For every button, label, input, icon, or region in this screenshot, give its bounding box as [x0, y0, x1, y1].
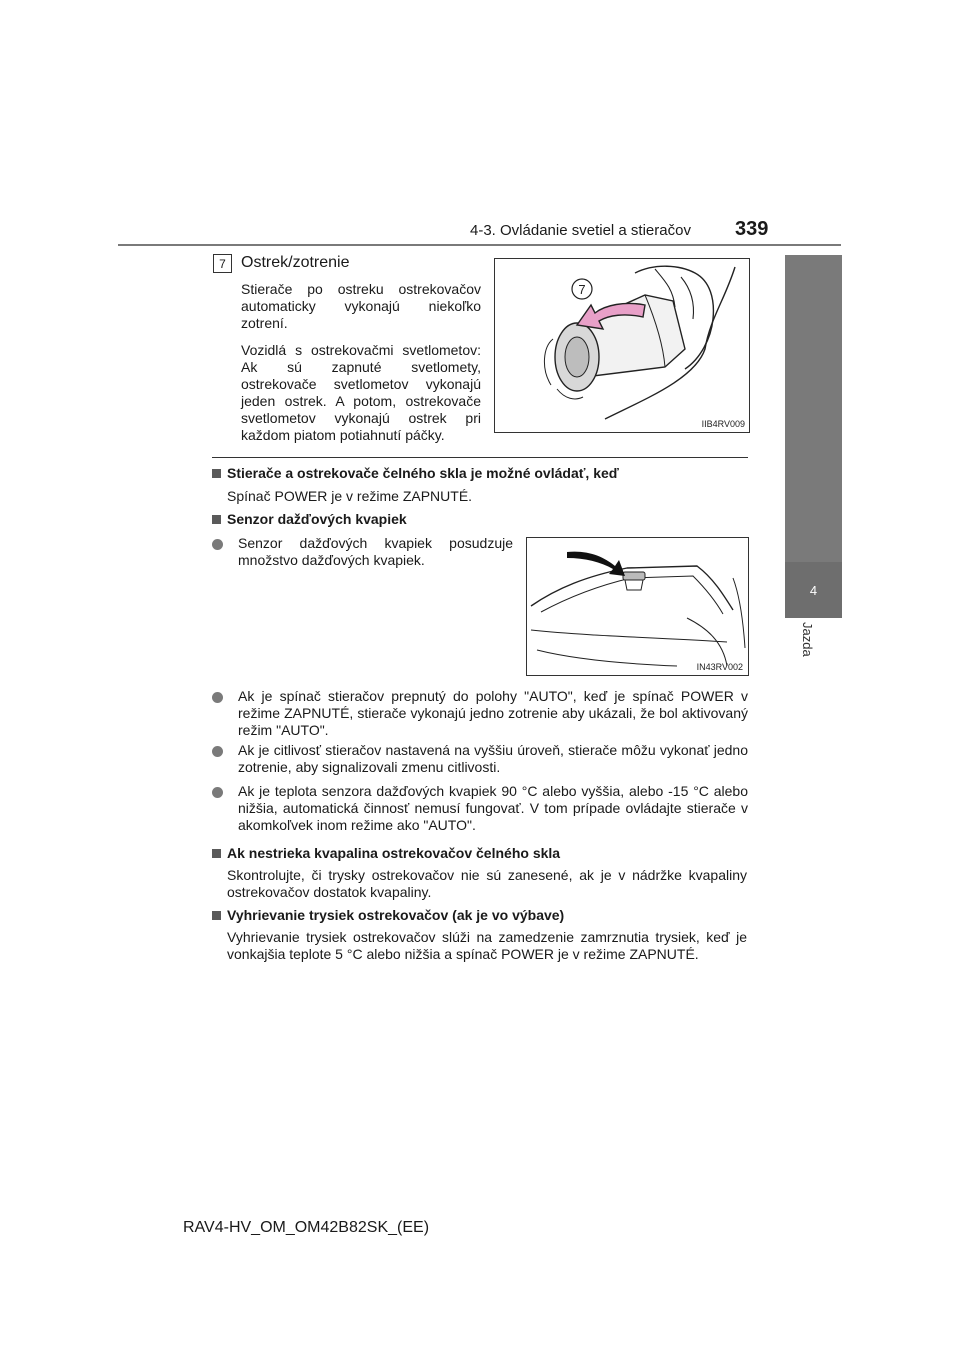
bullet-dot-icon [212, 746, 223, 757]
square-bullet-icon [212, 849, 221, 858]
heading-no-fluid-text: Ak nestrieka kvapalina ostrekovačov čelného skla [227, 845, 561, 861]
step-number-box [213, 254, 232, 273]
chapter-label [800, 622, 828, 682]
rain-sensor-figure [526, 537, 749, 676]
section-rule [212, 457, 748, 458]
rain-bullet-4: Ak je teplota senzora dažďových kvapiek 90 °C alebo vyššia, alebo -15 °C alebo nižšia, automatická činnosť nemusí fungovať. V tom prípade ovládajte stierače v akomkoľvek inom režime ako "AUTO". [238, 783, 748, 833]
figure-step-label: 7 [578, 282, 586, 297]
figure-code-2: IN43RV002 [696, 662, 743, 672]
step-title: Ostrek/zotrenie [241, 254, 350, 271]
side-bar [785, 255, 842, 562]
heading-rain-sensor-text: Senzor dažďových kvapiek [227, 511, 407, 527]
rain-bullet-2: Ak je spínač stieračov prepnutý do polohy "AUTO", keď je spínač POWER v režime ZAPNUTÉ, stierače vykonajú jedno zotrenie aby ukázali, že bol aktivovaný režim "AUTO". [238, 688, 748, 738]
heading-heating [212, 907, 564, 923]
control-text: Spínač POWER je v režime ZAPNUTÉ. [227, 488, 473, 504]
heating-text: Vyhrievanie trysiek ostrekovačov slúži na zamedzenie zamrznutia trysiek, keď je vonkajšia teplote 5 °C alebo nižšia a spínač POWER je v režime ZAPNUTÉ. [227, 929, 747, 962]
rain-bullet-3: Ak je citlivosť stieračov nastavená na vyššiu úroveň, stierače môžu vykonať jedno zotrenie, aby signalizovali zmenu citlivosti. [238, 742, 748, 775]
heading-heating-text: Vyhrievanie trysiek ostrekovačov (ak je vo výbave) [227, 907, 565, 923]
wiper-lever-illustration [495, 259, 749, 432]
figure-code-1: IIB4RV009 [701, 419, 745, 429]
document-code: RAV4-HV_OM_OM42B82SK_(EE) [183, 1219, 430, 1236]
bullet-dot-icon [212, 692, 223, 703]
no-fluid-text: Skontrolujte, či trysky ostrekovačov nie sú zanesené, ak je v nádržke kvapaliny ostrekovačov dostatok kvapaliny. [227, 867, 747, 900]
square-bullet-icon [212, 515, 221, 524]
step-paragraph-1: Stierače po ostreku ostrekovačov automaticky vykonajú niekoľko zotrení. [241, 281, 481, 331]
square-bullet-icon [212, 469, 221, 478]
bullet-dot-icon [212, 787, 223, 798]
windshield-illustration [527, 538, 748, 675]
square-bullet-icon [212, 911, 221, 920]
wiper-lever-figure [494, 258, 750, 433]
page-number: 339 [735, 218, 769, 240]
chapter-label-text: Jazda [800, 622, 815, 657]
step-number: 7 [219, 256, 226, 271]
heading-rain-sensor [212, 511, 407, 527]
chapter-tab [785, 562, 842, 618]
bullet-dot-icon [212, 539, 223, 550]
section-title: 4-3. Ovládanie svetiel a stieračov [470, 222, 691, 239]
heading-control-text: Stierače a ostrekovače čelného skla je možné ovládať, keď [227, 465, 619, 481]
step-paragraph-2: Vozidlá s ostrekovačmi svetlometov: Ak sú zapnuté svetlomety, ostrekovače svetlometov vykonajú jeden ostrek. A potom, ostrekovače svetlometov vykonajú ostrek pri každom piatom potiahnutí páčky. [241, 342, 481, 443]
header-rule [118, 244, 841, 246]
chapter-number: 4 [809, 582, 818, 598]
rain-bullet-1: Senzor dažďových kvapiek posudzuje množstvo dažďových kvapiek. [238, 535, 513, 568]
heading-control [212, 465, 619, 481]
heading-no-fluid [212, 845, 560, 861]
